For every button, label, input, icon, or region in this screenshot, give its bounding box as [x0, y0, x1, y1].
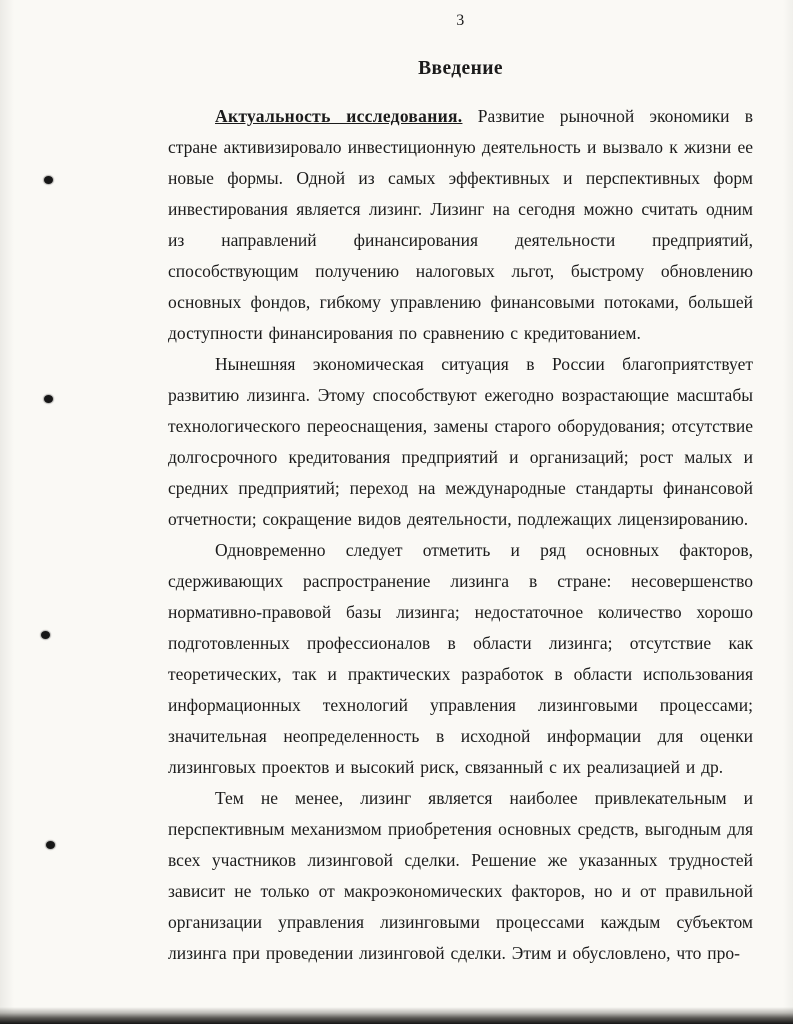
binder-dot-icon: [46, 841, 55, 849]
binder-dot-icon: [41, 631, 50, 639]
page-number: 3: [456, 12, 465, 29]
text-block: [168, 58, 753, 969]
paragraph-text: Тем не менее, лизинг является наиболее привлекательным и перспективным механизмом приобретения основных средств, выгодным для всех участников лизинговой сделки. Решение же указанных трудностей зависит не только от макроэкономических факторов, но и от правильной организации управления лизинговыми процессами каждым субъектом лизинга при проведении лизинговой сделки. Этим и обусловлено, что про-: [168, 788, 753, 963]
binder-dot-icon: [44, 395, 53, 403]
paragraph: [168, 535, 753, 783]
paragraph-text: Нынешняя экономическая ситуация в России благоприятствует развитию лизинга. Этому способствуют ежегодно возрастающие масштабы технологического переоснащения, замены старого оборудования; отсутствие долгосрочного кредитования предприятий и организаций; рост малых и средних предприятий; переход на международные стандарты финансовой отчетности; сокращение видов деятельности, подлежащих лицензированию.: [168, 354, 753, 529]
paragraph: [168, 783, 753, 969]
paragraph: [168, 101, 753, 349]
section-title: Введение: [418, 58, 503, 79]
paragraph-text: Одновременно следует отметить и ряд основных факторов, сдерживающих распространение лизинга в стране: несовершенство нормативно-правовой базы лизинга; недостаточное количество хорошо подготовленных профессионалов в области лизинга; отсутствие как теоретических, так и практических разработок в области использования информационных технологий управления лизинговыми процессами; значительная неопределенность в исходной информации для оценки лизинговых проектов и высокий риск, связанный с их реализацией и др.: [168, 540, 753, 777]
scan-edge-artifact: [0, 1007, 793, 1024]
paragraph-lead: Актуальность исследования.: [215, 106, 463, 126]
paragraph-text: Развитие рыночной экономики в стране активизировало инвестиционную деятельность и вызвало к жизни ее новые формы. Одной из самых эффективных и перспективных форм инвестирования является лизинг. Лизинг на сегодня можно считать одним из направлений финансирования деятельности предприятий, способствующим получению налоговых льгот, быстрому обновлению основных фондов, гибкому управлению финансовыми потоками, большей доступности финансирования по сравнению с кредитованием.: [168, 106, 754, 343]
paragraph: [168, 349, 753, 535]
binder-dot-icon: [44, 176, 53, 184]
